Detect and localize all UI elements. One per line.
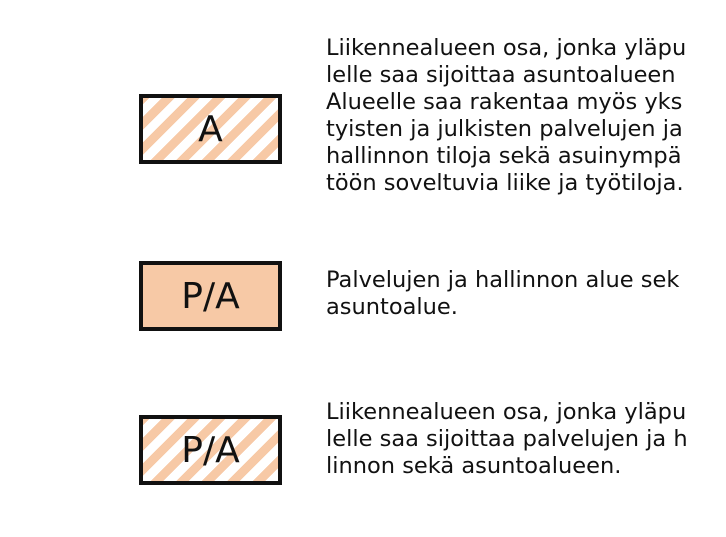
legend-symbol-pa-hatched [139,415,282,485]
description-line: asuntoalue. [326,294,458,320]
legend-code: A [198,109,223,150]
description-line: lelle saa sijoittaa palvelujen ja h [326,426,688,452]
description-line: Alueelle saa rakentaa myös yks [326,89,683,115]
description-line: Liikennealueen osa, jonka yläpu [326,35,687,61]
description-line: Palvelujen ja hallinnon alue sek [326,267,680,293]
description-line: linnon sekä asuntoalueen. [326,453,622,479]
description-line: Liikennealueen osa, jonka yläpu [326,399,687,425]
legend-description [326,399,726,480]
legend-code: P/A [181,276,240,317]
legend-symbol-pa-solid [139,261,282,331]
description-line: hallinnon tiloja sekä asuinympä [326,143,682,169]
legend-description [326,35,726,197]
description-line: tyisten ja julkisten palvelujen ja [326,116,683,142]
legend-description [326,267,726,321]
description-line: lelle saa sijoittaa asuntoalueen [326,62,676,88]
description-line: töön soveltuvia liike ja työtiloja. [326,170,684,196]
legend-symbol-a-hatched [139,94,282,164]
legend-code: P/A [181,430,240,471]
